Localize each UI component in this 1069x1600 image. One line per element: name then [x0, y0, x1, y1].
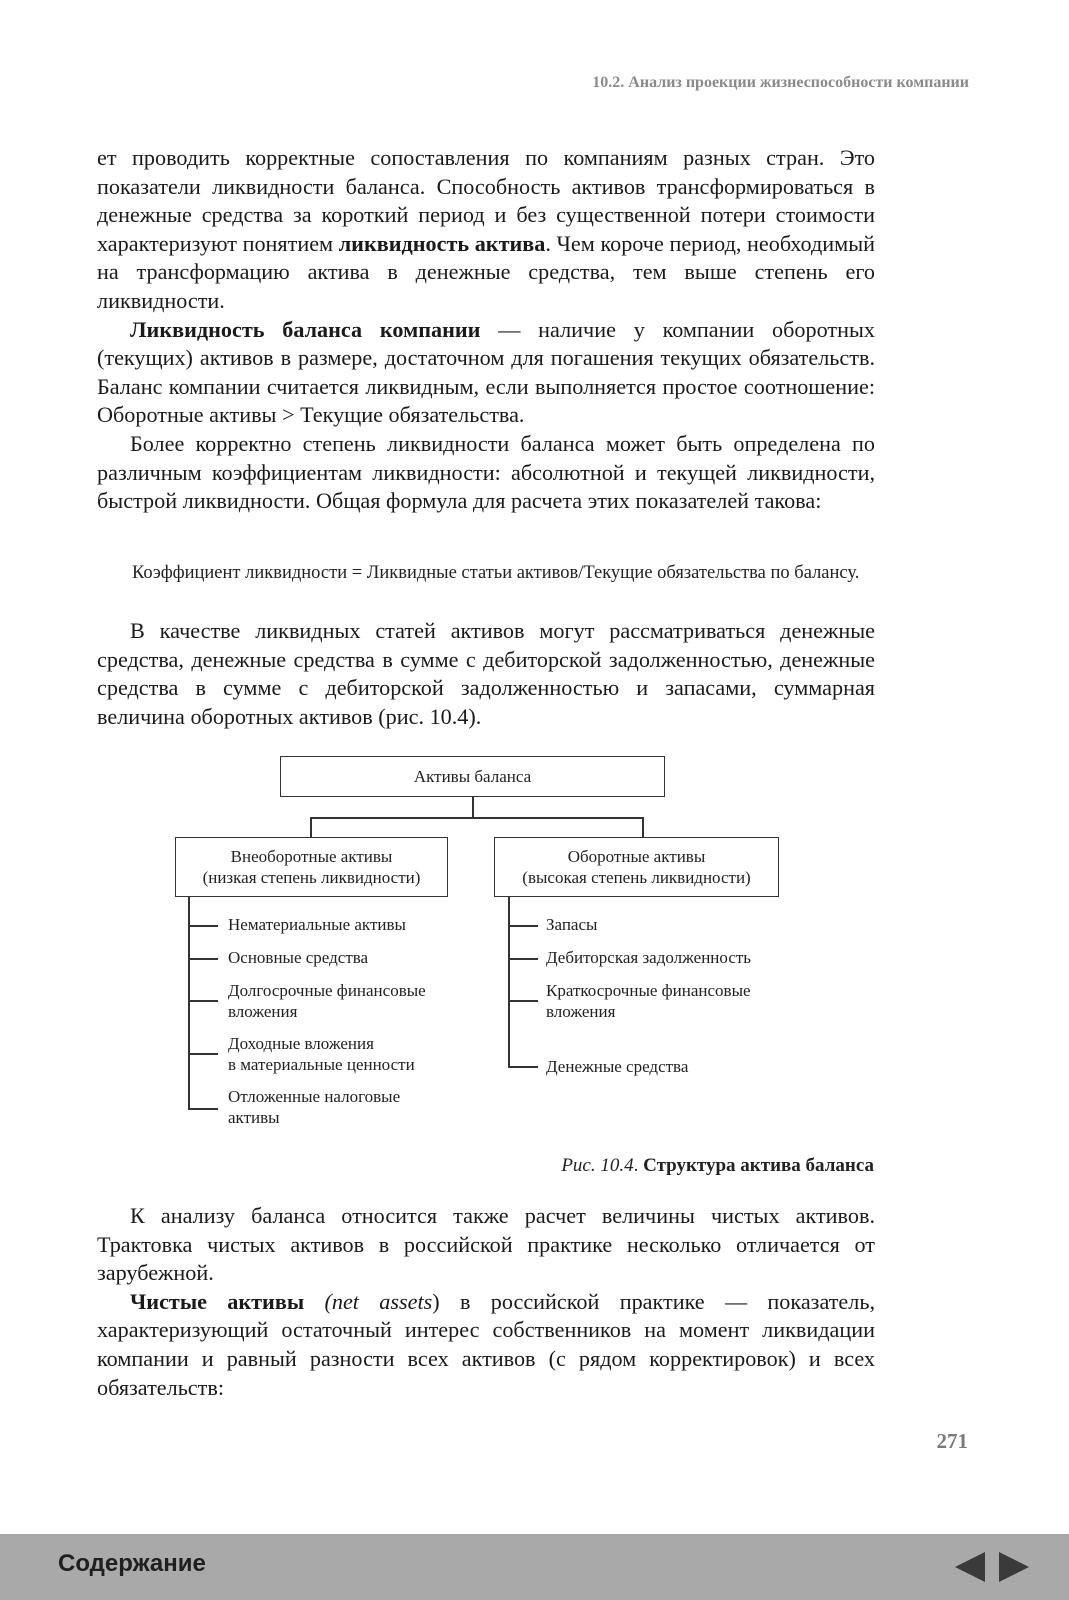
right-item	[546, 947, 751, 968]
paragraph-2-text: — наличие у компании оборотных (текущих) активов в размере, достаточном для погашения текущих обязательств. Баланс компании считается ликвидным, если выполняется простое соотношение: Оборотные активы > Текущие обязательства.	[97, 316, 875, 428]
body-text-mid	[97, 617, 875, 731]
figure-caption-sep: .	[633, 1155, 644, 1176]
root-box-label: Активы баланса	[413, 767, 532, 786]
left-item	[228, 1033, 415, 1075]
connector-branch	[310, 817, 643, 819]
body-text-top	[97, 144, 875, 516]
left-item-text: Отложенные налоговые	[228, 1087, 401, 1106]
right-item-text: Дебиторская задолженность	[546, 948, 752, 967]
current-subtitle: (высокая степень ликвидности)	[522, 868, 751, 887]
noncurrent-assets-box	[175, 837, 448, 897]
running-head: 10.2. Анализ проекции жизнеспособности компании	[592, 74, 969, 91]
left-item-text: активы	[228, 1108, 280, 1127]
figure-caption	[561, 1155, 874, 1177]
paragraph-1	[97, 144, 875, 316]
left-tick	[188, 1108, 218, 1110]
paragraph-1-text: ет проводить корректные сопоставления по компаниям разных стран. Это показатели ликвидности баланса. Способность активов трансформироваться в денежные средства за короткий период и без существенной потери стоимости характеризуют понятием	[97, 145, 875, 256]
triangle-left-icon[interactable]	[955, 1552, 985, 1582]
left-tick	[188, 1000, 218, 1002]
paragraph-6	[97, 1288, 875, 1402]
right-item-text: Денежные средства	[546, 1057, 689, 1076]
paragraph-3: Более корректно степень ликвидности баланса может быть определена по различным коэффициентам ликвидности: абсолютной и текущей ликвидности, быстрой ликвидности. Общая формула для расчета этих показателей такова:	[97, 430, 875, 514]
body-text-bottom	[97, 1202, 875, 1402]
page-number: 271	[936, 1429, 968, 1453]
connector-root	[472, 797, 474, 818]
connector-right	[642, 817, 644, 837]
right-item	[546, 914, 597, 935]
right-tick	[508, 1000, 538, 1002]
left-item-text: в материальные ценности	[228, 1055, 415, 1074]
term-net-assets-en: (net assets	[324, 1288, 433, 1314]
left-item-text: вложения	[228, 1002, 298, 1021]
right-item-text: вложения	[546, 1002, 616, 1021]
left-item-text: Доходные вложения	[228, 1034, 374, 1053]
paragraph-1-end: . Чем короче период, необходимый на трансформацию актива в денежные средства, тем выше степень его ликвидности.	[97, 230, 875, 313]
left-tree-trunk	[188, 897, 190, 1109]
right-tick	[508, 958, 538, 960]
left-item	[228, 914, 406, 935]
right-item-text: Краткосрочные финансовые	[546, 981, 751, 1000]
left-item	[228, 1086, 400, 1128]
figure-caption-label: Рис. 10.4	[561, 1155, 634, 1176]
left-item	[228, 980, 426, 1022]
root-box	[280, 756, 665, 797]
contents-link[interactable]: Содержание	[58, 1550, 206, 1577]
paragraph-5: К анализу баланса относится также расчет величины чистых активов. Трактовка чистых активов в российской практике несколько отличается от зарубежной.	[97, 1203, 875, 1286]
paragraph-2	[97, 316, 875, 430]
noncurrent-title: Внеоборотные активы	[230, 847, 393, 866]
right-tick	[508, 925, 538, 927]
term-balance-liquidity: Ликвидность баланса компании	[130, 316, 481, 342]
right-item	[546, 980, 751, 1022]
left-item	[228, 947, 368, 968]
triangle-right-icon[interactable]	[999, 1552, 1029, 1582]
liquidity-formula: Коэффициент ликвидности = Ликвидные статьи активов/Текущие обязательства по балансу.	[132, 563, 860, 583]
paragraph-4: В качестве ликвидных статей активов могут рассматриваться денежные средства, денежные средства в сумме с дебиторской задолженностью, денежные средства в сумме с дебиторской задолженностью и запасами, суммарная величина оборотных активов (рис. 10.4).	[97, 618, 875, 729]
connector-left	[310, 817, 312, 837]
figure-caption-title: Структура актива баланса	[643, 1155, 874, 1176]
right-item-text: Запасы	[546, 915, 598, 934]
term-net-assets: Чистые активы	[130, 1288, 305, 1314]
footer-nav-bar	[0, 1534, 1069, 1600]
right-tree-trunk	[508, 897, 510, 1067]
noncurrent-subtitle: (низкая степень ликвидности)	[202, 868, 421, 887]
right-tick	[508, 1066, 538, 1068]
left-item-text: Нематериальные активы	[228, 915, 406, 934]
paragraph-6-text: ) в российской практике — показатель, характеризующий остаточный интерес собственников на момент ликвидации компании и равный разности всех активов (с рядом корректировок) и всех обязательств:	[97, 1288, 876, 1400]
term-liquidity-asset: ликвидность актива	[338, 230, 546, 256]
left-tick	[188, 1053, 218, 1055]
left-item-text: Долгосрочные финансовые	[228, 981, 426, 1000]
left-item-text: Основные средства	[228, 948, 369, 967]
left-tick	[188, 925, 218, 927]
current-assets-box	[494, 837, 779, 897]
left-tick	[188, 958, 218, 960]
right-item	[546, 1056, 688, 1077]
current-title: Оборотные активы	[567, 847, 706, 866]
